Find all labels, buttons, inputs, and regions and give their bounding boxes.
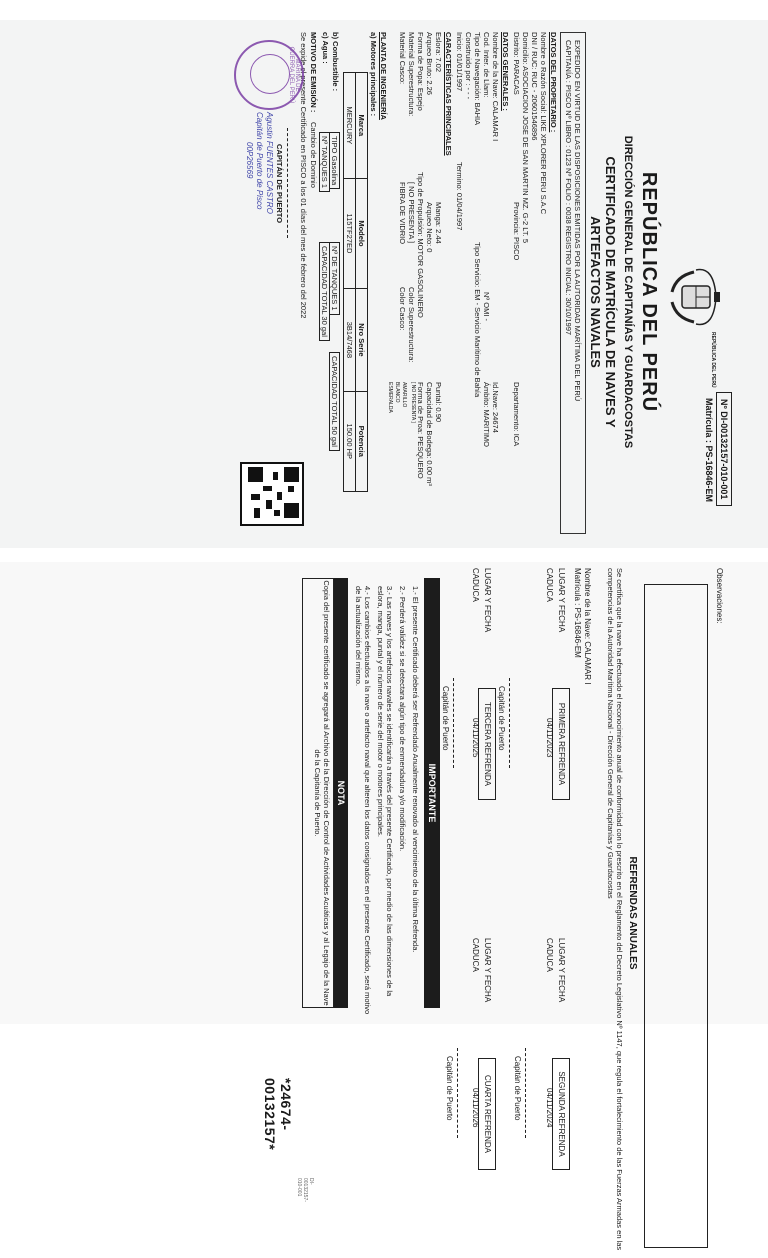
hull-color-3: ESMERALDA	[387, 382, 393, 413]
annual-vessel-name: Nombre de la Nave: CALAMAR I	[583, 568, 592, 685]
observations-label: Observaciones:	[715, 568, 724, 624]
table-row	[344, 73, 356, 492]
owner-department: Departamento: ICA	[512, 382, 521, 447]
fuel-capacity: CAPACIDAD TOTAL 50 gal	[329, 352, 340, 451]
captain-4: Capitán de Puerto	[445, 1056, 454, 1121]
endorsements-content	[36, 568, 726, 1251]
engines-col-power: Potencia	[356, 391, 368, 491]
superstructure-color-value: [ NO PRESENTA ]	[410, 382, 416, 423]
hull-material-value: FIBRA DE VIDRIO	[398, 182, 407, 245]
issued-text: Se expide el presente Certificado en PISCO a los 01 días del mes de febrero del 2022	[299, 32, 308, 319]
hull-color: Color Casco:	[398, 287, 407, 331]
hull-material: Material Casco:	[398, 32, 407, 85]
signature-line-4	[457, 1048, 458, 1138]
captain-3: Capitán de Puerto	[441, 686, 450, 751]
build-end: Termino: 01/04/1997	[455, 162, 464, 231]
endorsement-4-label: CUARTA REFRENDA	[478, 1058, 496, 1170]
engine-power: 150.00 HP	[344, 391, 356, 491]
country-title: REPÚBLICA DEL PERÚ	[638, 171, 660, 413]
length: Eslora: 7.02	[434, 32, 443, 73]
superstructure-material: Material Superestructura:	[407, 32, 416, 117]
engines-table	[343, 72, 368, 492]
signature-code: 00P26569	[245, 142, 254, 179]
general-heading: DATOS GENERALES :	[501, 32, 510, 111]
hull-color-2: BLANCO	[394, 382, 400, 403]
endorsement-1-label: PRIMERA REFRENDA	[552, 688, 570, 800]
emblem-caption: REPÚBLICA DEL PERÚ	[710, 332, 716, 388]
water-label: c) Agua :	[321, 32, 330, 64]
owner-address: Domicilio: ASOCIACION JOSE DE SAN MARTIN MZ. G-2 LT. 5	[521, 32, 530, 244]
annual-certification-text: Se certifica que la nave ha efectuado el reconocimiento anual de conformidad con lo prescrito en el Reglamento del Decreto Legislativo Nº 1147, que regula el fortalecimiento de las Fuerzas Armadas en las competencias de la Autoridad Marítima Nacional - Dirección General de Capitanías y Guardacostas	[606, 568, 624, 1251]
beam: Manga: 2.44	[434, 202, 443, 244]
signature-name: Agustin FUENTES CASTRO	[265, 112, 274, 214]
captain-label: CAPITÁN DE PUERTO	[275, 144, 284, 224]
superstructure-color: Color Superestructura:	[407, 287, 416, 363]
hold-capacity: Capacidad de Bodega: 0.00 m³	[425, 382, 434, 486]
important-heading: IMPORTANTE	[424, 578, 440, 1008]
official-stamp	[234, 40, 304, 110]
signature-line	[287, 128, 288, 238]
fuel-type: TIPO Gasolina	[329, 132, 340, 189]
endorsement-2-label: SEGUNDA REFRENDA	[552, 1058, 570, 1170]
registry-line: CAPITANÍA : PISCO Nº LIBRO : 0123 Nº FOLIO : 0038 REGISTRO INICIAL: 30/10/1997	[564, 40, 573, 336]
captain-1: Capitán de Puerto	[497, 686, 506, 751]
signature-line-1	[509, 678, 510, 768]
certificate-title	[588, 32, 618, 552]
stamp-inner-ring	[250, 54, 290, 94]
stamp-text: MARINA DE GUERRA DEL PERÚ	[288, 46, 300, 104]
note-text: Copia del presente certificado se agregará al Archivo de la Dirección de Control de Actividades Acuáticas y al Legajo de la Nave de la Capitanía de Puerto.	[302, 578, 334, 1008]
vessel-name: Nombre de la Nave: CALAMAR I	[491, 32, 500, 142]
certificate-content	[92, 32, 732, 532]
caduca-1: CADUCA	[545, 568, 554, 602]
endorsement-1-date: 04/11/2023	[545, 718, 554, 758]
certificate-page	[0, 20, 768, 548]
lugar-fecha-1: LUGAR Y FECHA	[557, 568, 566, 633]
matricula-number: Matrícula : PS-16846-EM	[704, 398, 714, 503]
vessel-id: Id.Nave: 24674	[491, 382, 500, 433]
stern-shape: Forma de Popa: Espejo	[416, 32, 425, 111]
omi-number: Nº OMI -	[482, 292, 491, 321]
call-sign: Cod. Inter. de Llam:	[482, 32, 491, 98]
caduca-3: CADUCA	[471, 568, 480, 602]
fuel-label: b) Combustible :	[331, 32, 340, 92]
endorsement-3-date: 04/11/2025	[471, 718, 480, 758]
characteristics-heading: CARACTERÍSTICAS PRINCIPALES	[444, 32, 453, 156]
net-tonnage: Arqueo Neto: 0	[425, 202, 434, 253]
owner-province: Provincia: PISCO	[512, 202, 521, 261]
engines-col-serial: Nro Serie	[356, 289, 368, 391]
captain-2: Capitán de Puerto	[513, 1056, 522, 1121]
issued-under-text	[564, 40, 582, 532]
note-heading: NOTA	[334, 578, 348, 1008]
hull-color-1: AMARILLO	[401, 382, 407, 408]
build-start: Inicio: 01/01/1997	[455, 32, 464, 92]
owner-heading: DATOS DEL PROPIETARIO :	[549, 32, 558, 133]
endorsement-2-date: 04/11/2024	[545, 1088, 554, 1128]
list-item: 2.- Perderá validez si se detectara algún tipo de enmendadura y/o modificación.	[398, 586, 407, 852]
engine-serial: 3B14/7468	[344, 289, 356, 391]
bow-shape: Forma de Proa: PESQUERO	[416, 382, 425, 479]
important-list	[350, 586, 420, 1016]
lugar-fecha-4: LUGAR Y FECHA	[483, 938, 492, 1003]
caduca-2: CADUCA	[545, 938, 554, 972]
qr-code-icon	[240, 462, 304, 526]
built-by: Construido por : - - -	[464, 32, 473, 100]
engines-heading: a) Motores principales :	[369, 32, 378, 117]
certificate-number: Nº DI-00132157-010-001	[716, 392, 732, 506]
propulsion-type: Tipo de Propulsión: MOTOR GASOLINERO	[416, 172, 425, 318]
lugar-fecha-3: LUGAR Y FECHA	[483, 568, 492, 633]
water-capacity: CAPACIDAD TOTAL 30 gal	[319, 242, 330, 341]
observations-box	[644, 584, 708, 1248]
gross-tonnage: Arqueo Bruto: 2.26	[425, 32, 434, 95]
superstructure-material-value: [ NO PRESENTA ]	[407, 182, 416, 244]
scope: Ámbito: MARITIMO	[482, 382, 491, 448]
list-item: 4.- Los cambios efectuados a la nave o artefacto naval que alteren los datos consignados en el presente Certificado, será motivo de la actualización del mismo.	[354, 586, 372, 1015]
list-item: 1.- El presente Certificado deberá ser Refrendado Anualmente renovado al vencimiento de la última Refrenda.	[411, 586, 420, 953]
engine-model: 115TF27ED	[344, 178, 356, 288]
owner-district: Distrito: PARACAS	[512, 32, 521, 95]
annual-endorsements-page	[0, 562, 768, 1251]
engines-col-brand: Marca	[356, 73, 368, 179]
water-tank-count: Nº DE TANQUES 1	[329, 242, 340, 315]
directorate-title: DIRECCIÓN GENERAL DE CAPITANÍAS Y GUARDACOSTAS	[622, 135, 634, 449]
issue-reason-label: MOTIVO DE EMISIÓN :	[309, 32, 318, 113]
signature-line-3	[453, 678, 454, 768]
endorsement-4-date: 04/11/2026	[471, 1088, 480, 1128]
service-type: Tipo Servicio: EM - Servicio Marítimo de Bahía	[473, 242, 482, 398]
owner-name: Nombre o Razón Social: LIKE XPLORER PERU S.A.C	[539, 32, 548, 215]
engine-brand: MERCURY	[344, 73, 356, 179]
engines-col-model: Modelo	[356, 178, 368, 288]
plant-heading: PLANTA DE INGENIERÍA	[379, 32, 388, 120]
navigation-type: Tipo de Navegación: BAHIA	[473, 32, 482, 126]
endorsement-3-label: TERCERA REFRENDA	[478, 688, 496, 800]
annual-matricula: Matrícula : PS-16846-EM	[573, 568, 582, 658]
issued-under-line: EXPEDIDO EN VIRTUD DE LAS DISPOSICIONES EMITIDAS POR LA AUTORIDAD MARÍTIMA DEL PERÚ	[573, 40, 582, 402]
depth: Puntal: 0.90	[434, 382, 443, 423]
issue-reason: Cambio de Dominio	[309, 122, 318, 188]
document-code: DI-00132157-010-001	[296, 1178, 314, 1202]
certificate-title-line-2: ARTEFACTOS NAVALES	[588, 216, 603, 368]
annual-endorsements-title: REFRENDAS ANUALES	[627, 856, 638, 970]
engines-table-header	[356, 73, 368, 492]
signature-title: Capitán de Puerto de Pisco	[255, 112, 264, 210]
certificate-title-line-1: CERTIFICADO DE MATRÍCULA DE NAVES Y	[603, 156, 618, 428]
coat-of-arms-icon	[666, 262, 724, 332]
lugar-fecha-2: LUGAR Y FECHA	[557, 938, 566, 1003]
signature-line-2	[525, 1048, 526, 1138]
list-item: 3.- Las naves y los artefactos navales se identificarán a través del presente Certificado, por medio de las dimensiones de la eslora, manga, puntal y el número de serie del motor o motores principales.	[376, 586, 394, 997]
caduca-4: CADUCA	[471, 938, 480, 972]
fuel-tanks: Nº TANQUES 1	[319, 132, 330, 192]
barcode-text: *24674-00132157*	[262, 1078, 294, 1151]
owner-dni: DNI / RUC: RUC - 20601546896	[530, 32, 539, 141]
